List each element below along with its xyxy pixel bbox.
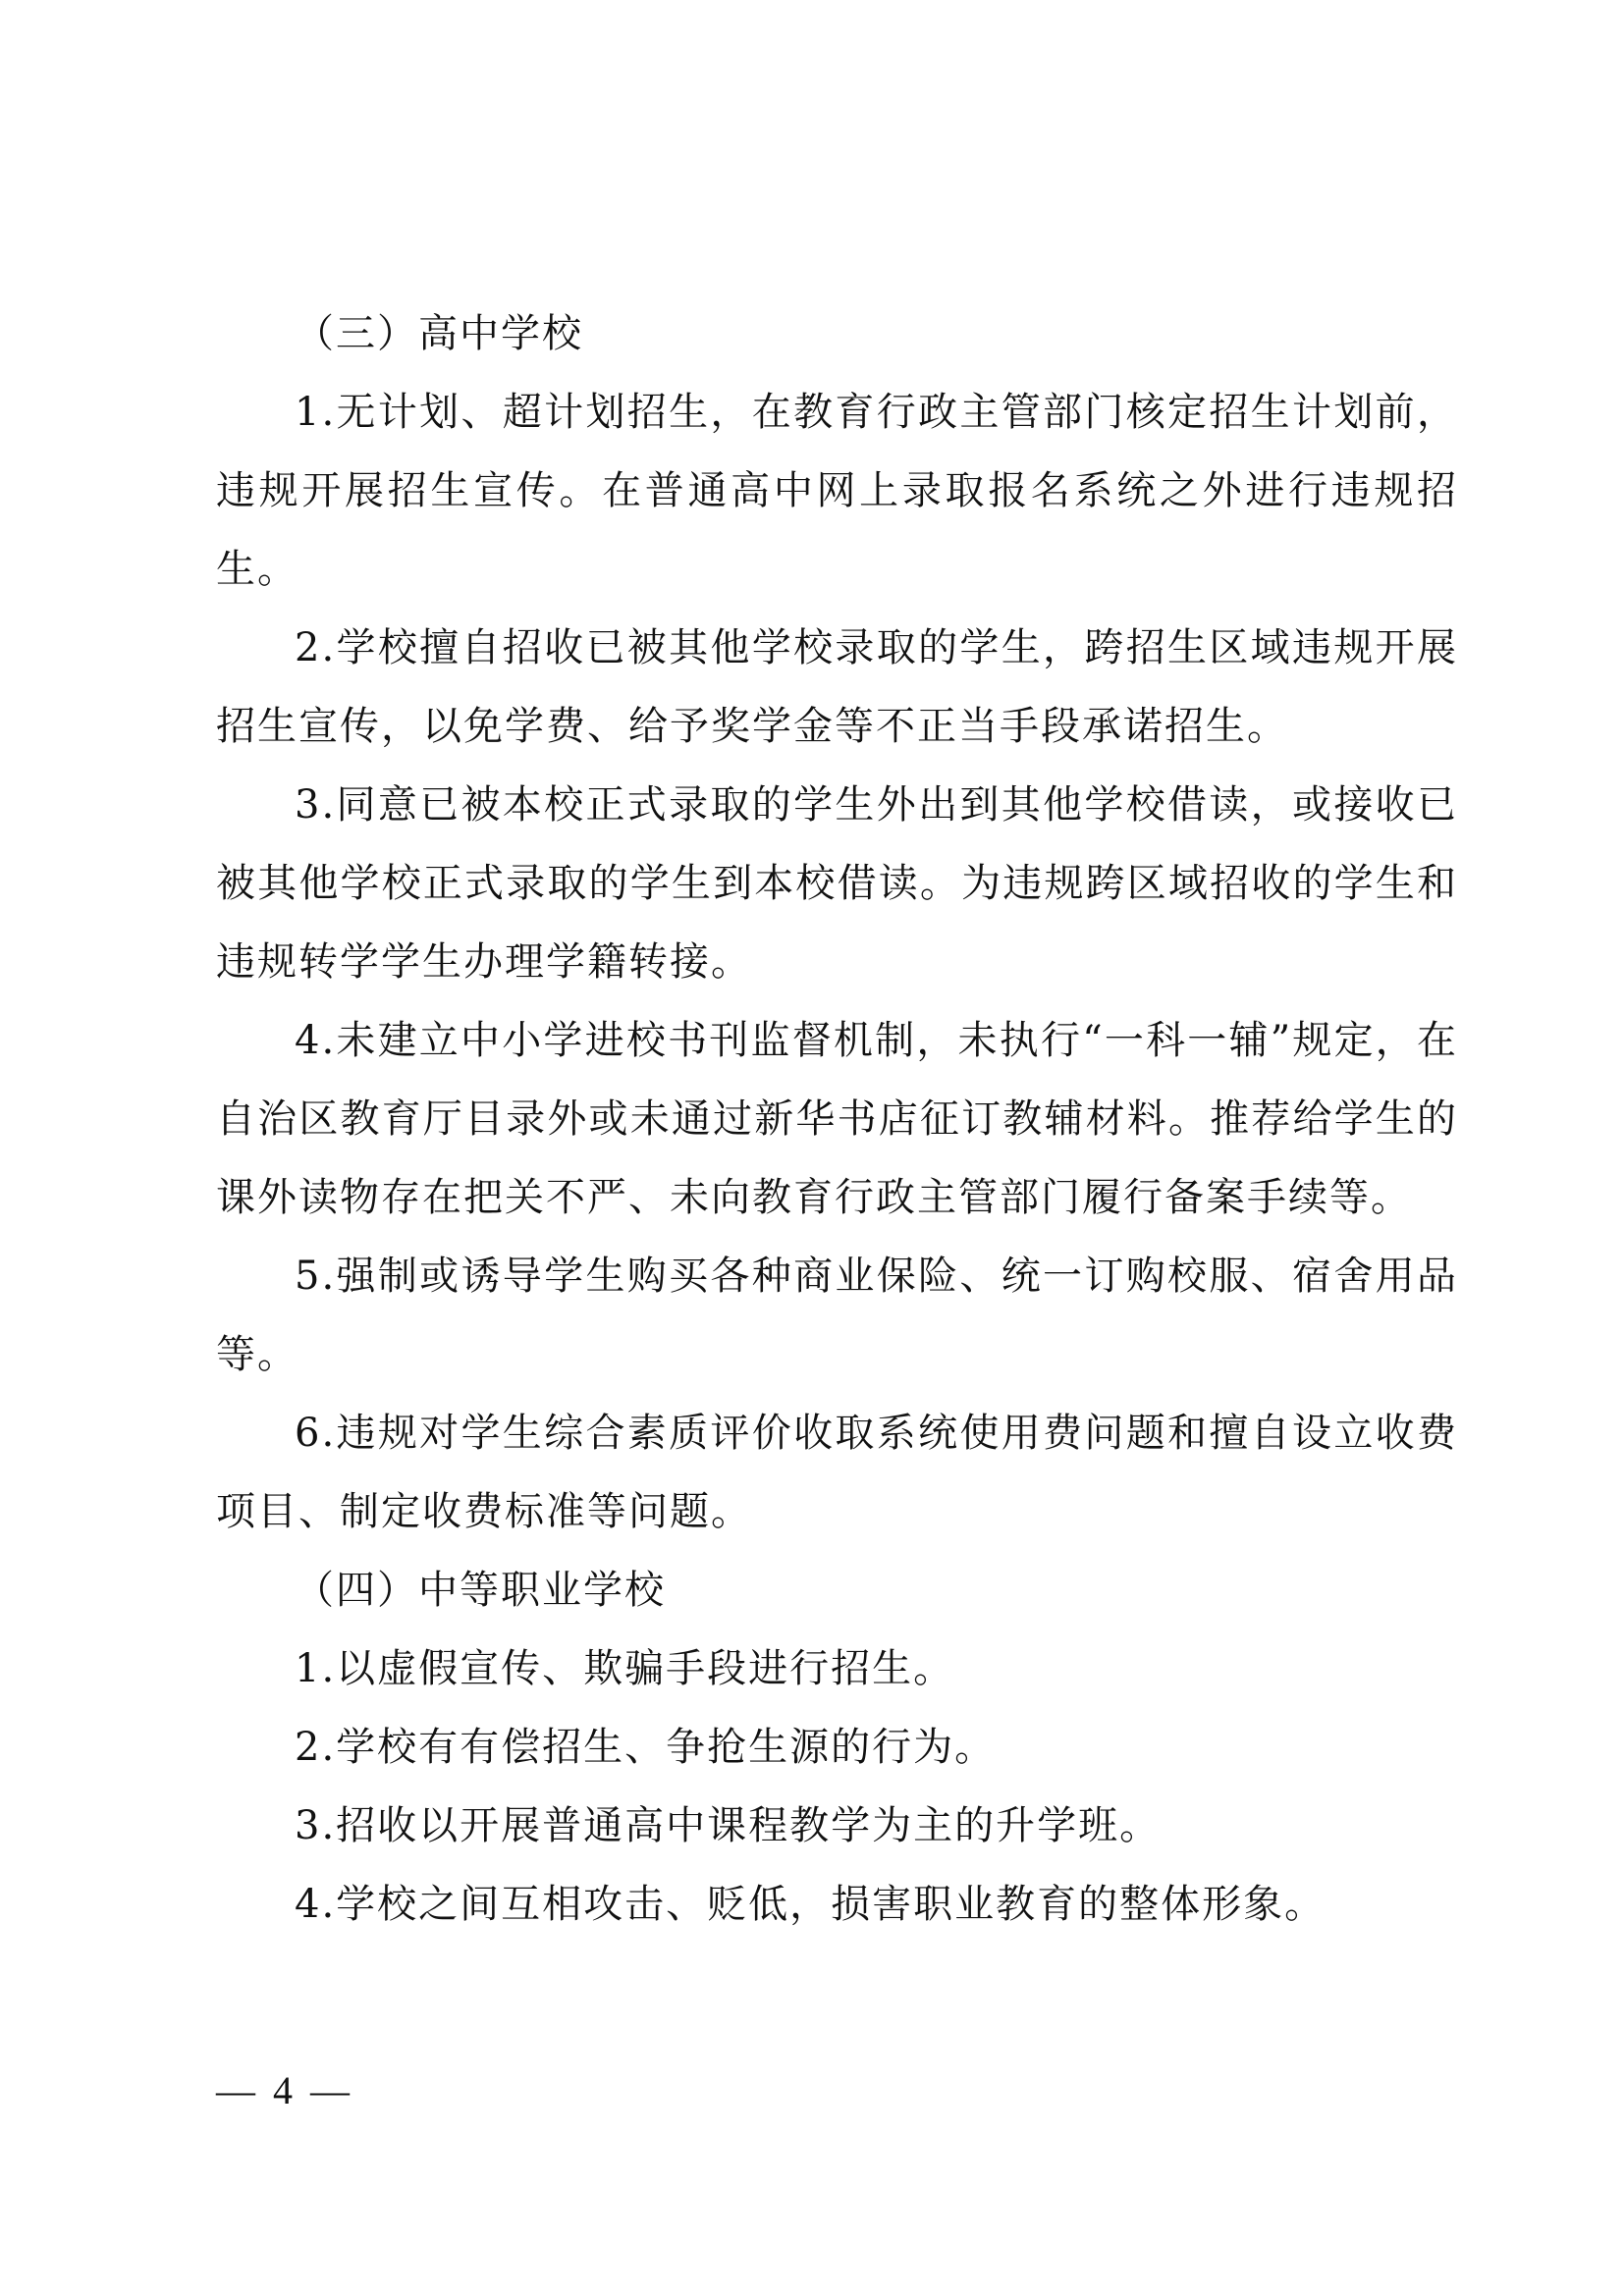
paragraph-item: 4.学校之间互相攻击、贬低，损害职业教育的整体形象。 bbox=[295, 1882, 1326, 1927]
document-body bbox=[216, 294, 1458, 1944]
paragraph-item: 1.无计划、超计划招生，在教育行政主管部门核定招生计划前，违规开展招生宣传。在普通高中网上录取报名系统之外进行违规招生。 bbox=[216, 390, 1458, 592]
page-number: — 4 — bbox=[216, 2068, 353, 2112]
paragraph-item: 6.违规对学生综合素质评价收取系统使用费问题和擅自设立收费项目、制定收费标准等问题。 bbox=[216, 1411, 1458, 1534]
paragraph-item: 2.学校有有偿招生、争抢生源的行为。 bbox=[295, 1725, 997, 1770]
paragraph-item: 5.强制或诱导学生购买各种商业保险、统一订购校服、宿舍用品等。 bbox=[216, 1254, 1458, 1377]
paragraph-item: 4.未建立中小学进校书刊监督机制，未执行“一科一辅”规定，在自治区教育厅目录外或未通过新华书店征订教辅材料。推荐给学生的课外读物存在把关不严、未向教育行政主管部门履行备案手续等。 bbox=[216, 1018, 1458, 1220]
section-heading-high-school: （三）高中学校 bbox=[295, 311, 583, 356]
paragraph-item: 3.同意已被本校正式录取的学生外出到其他学校借读，或接收已被其他学校正式录取的学生到本校借读。为违规跨区域招收的学生和违规转学学生办理学籍转接。 bbox=[216, 782, 1458, 985]
paragraph-item: 3.招收以开展普通高中课程教学为主的升学班。 bbox=[295, 1803, 1162, 1848]
paragraph-item: 1.以虚假宣传、欺骗手段进行招生。 bbox=[295, 1646, 955, 1691]
paragraph-item: 2.学校擅自招收已被其他学校录取的学生，跨招生区域违规开展招生宣传，以免学费、给予奖学金等不正当手段承诺招生。 bbox=[216, 625, 1458, 749]
section-heading-vocational-school: （四）中等职业学校 bbox=[295, 1568, 666, 1613]
